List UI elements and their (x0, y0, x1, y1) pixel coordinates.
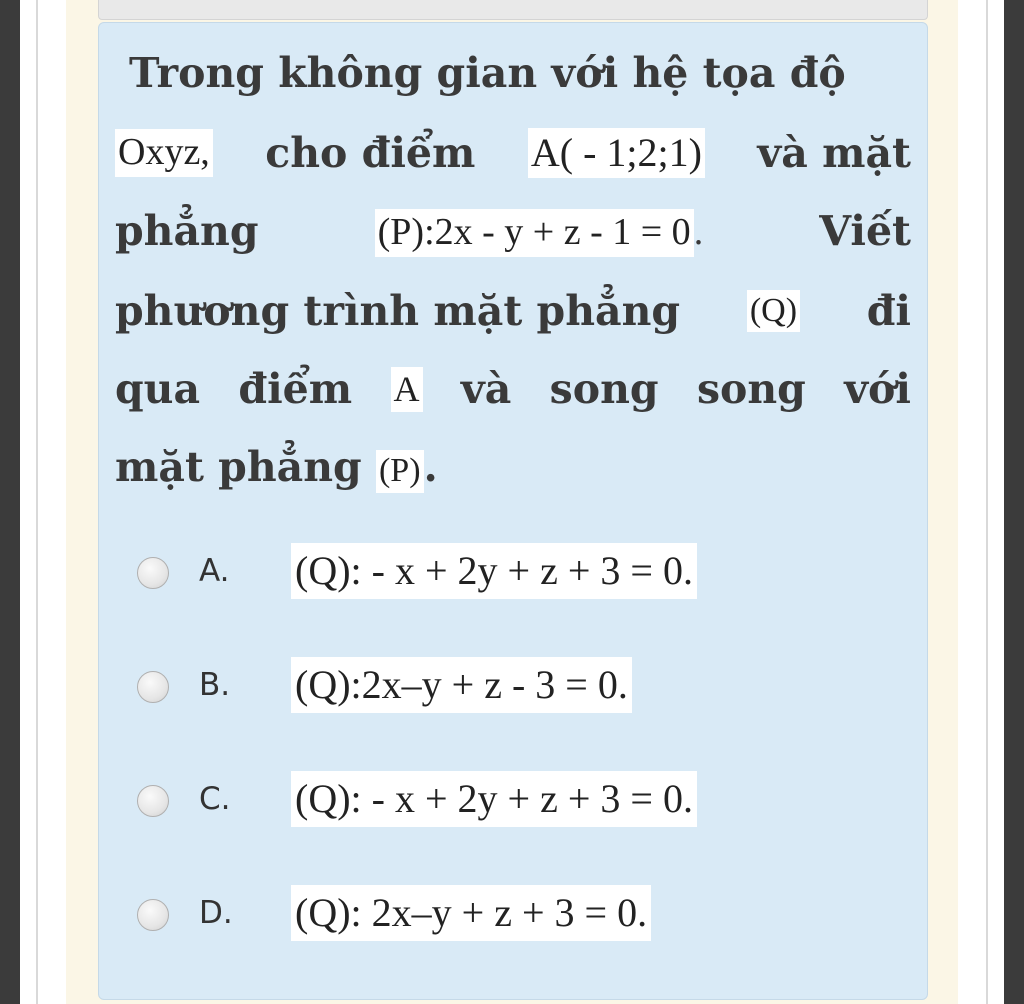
question-line-2: Oxyz, cho điểm A( - 1;2;1) và mặt (115, 123, 911, 183)
question-line-5: qua điểm A và song song với (115, 365, 911, 413)
radio-option-b[interactable] (137, 671, 169, 703)
option-c[interactable] (99, 763, 927, 833)
option-a[interactable] (99, 535, 927, 605)
option-b[interactable] (99, 649, 927, 719)
radio-option-a[interactable] (137, 557, 169, 589)
math-point-a: A( - 1;2;1) (528, 128, 705, 178)
question-card (98, 22, 928, 1000)
option-formula: (Q): - x + 2y + z + 3 = 0. (291, 771, 697, 827)
option-formula: (Q): - x + 2y + z + 3 = 0. (291, 543, 697, 599)
question-line-4: phương trình mặt phẳng (Q) đi (115, 287, 911, 335)
option-letter: B. (199, 667, 231, 703)
question-line-3: phẳng (P):2x - y + z - 1 = 0. Viết (115, 207, 911, 255)
radio-option-d[interactable] (137, 899, 169, 931)
math-plane-p: (P):2x - y + z - 1 = 0 (375, 209, 694, 257)
math-oxyz: Oxyz, (115, 129, 213, 177)
option-formula: (Q): 2x–y + z + 3 = 0. (291, 885, 651, 941)
previous-card (98, 0, 928, 20)
option-letter: A. (199, 553, 230, 589)
option-d[interactable] (99, 877, 927, 947)
math-a: A (391, 367, 423, 412)
option-letter: C. (199, 781, 231, 817)
left-border (36, 0, 38, 1004)
math-plane-q: (Q) (747, 290, 800, 333)
right-border (986, 0, 988, 1004)
option-formula: (Q):2x–y + z - 3 = 0. (291, 657, 632, 713)
radio-option-c[interactable] (137, 785, 169, 817)
math-p: (P) (376, 450, 424, 493)
question-line-1: Trong không gian với hệ tọa độ (129, 49, 846, 97)
question-line-6: mặt phẳng (P). (115, 443, 438, 491)
option-letter: D. (199, 895, 233, 931)
